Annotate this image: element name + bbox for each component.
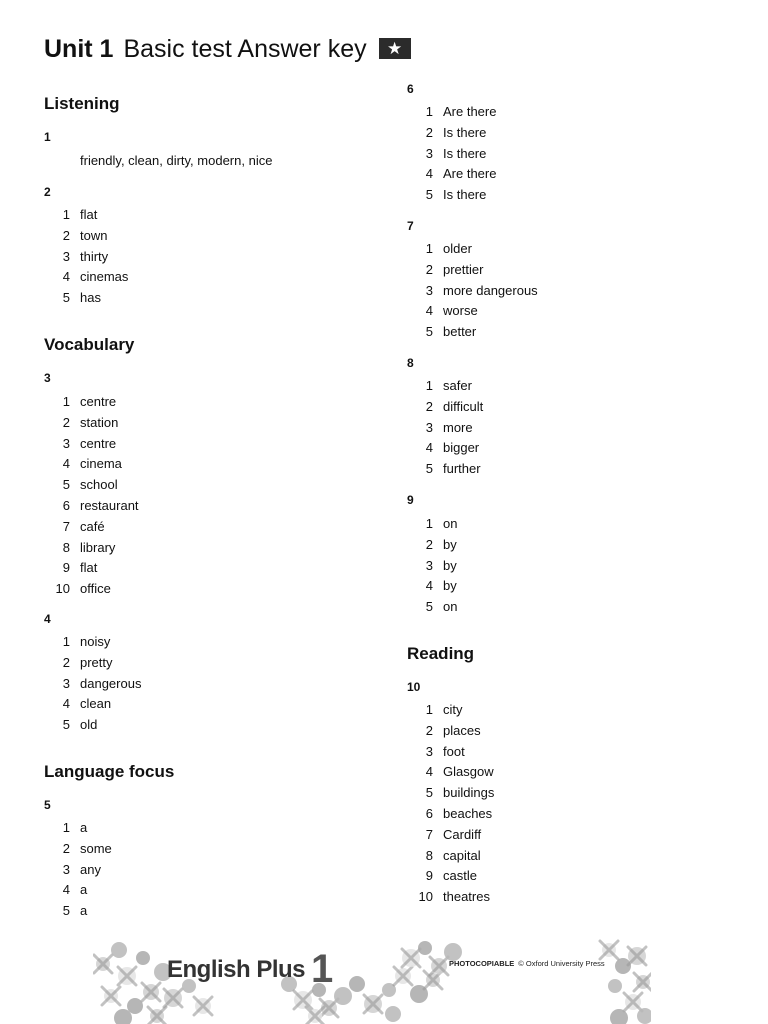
answer-item <box>407 283 737 299</box>
answer-text: café <box>80 518 105 534</box>
answer-text: centre <box>80 435 117 451</box>
answer-number: 1 <box>62 207 70 222</box>
answer-number: 5 <box>62 477 70 493</box>
answer-text: Are there <box>443 166 497 182</box>
answer-number: 2 <box>62 840 70 856</box>
answer-number: 1 <box>425 378 433 393</box>
answer-text: castle <box>443 868 477 884</box>
answer-text: thirty <box>80 248 109 264</box>
answer-item <box>44 498 374 514</box>
answer-number: 5 <box>425 785 433 801</box>
answer-text: Is there <box>443 145 487 161</box>
answer-item <box>407 516 737 532</box>
answer-item <box>407 889 737 905</box>
answer-text: theatres <box>443 889 490 905</box>
answer-number: 8 <box>62 539 70 555</box>
answer-item <box>44 290 374 306</box>
answer-text: a <box>80 882 88 898</box>
answer-item <box>44 477 374 493</box>
question-number: 10 <box>407 680 421 694</box>
answer-text: Is there <box>443 124 487 140</box>
answer-item <box>407 303 737 319</box>
answer-number: 3 <box>425 145 433 161</box>
answer-text: cinema <box>80 456 122 472</box>
answer-item <box>44 560 374 576</box>
answer-item <box>407 440 737 456</box>
answer-text: some <box>80 840 112 856</box>
answer-item <box>407 187 737 203</box>
footer-banner <box>93 936 651 1024</box>
answer-text: by <box>443 557 457 573</box>
answer-text: more dangerous <box>443 282 538 298</box>
answer-number: 9 <box>62 560 70 576</box>
answer-text: noisy <box>80 634 111 649</box>
answer-number: 4 <box>425 578 433 594</box>
answer-text: older <box>443 241 472 256</box>
answer-item <box>407 420 737 436</box>
answer-item <box>407 399 737 415</box>
answer-item <box>44 415 374 431</box>
answer-item <box>44 581 374 597</box>
answer-item <box>407 806 737 822</box>
answer-text: any <box>80 861 101 877</box>
photocopiable-label: PHOTOCOPIABLE <box>449 959 515 968</box>
answer-number: 5 <box>62 903 70 919</box>
answer-text: further <box>443 461 481 477</box>
answer-item <box>44 882 374 898</box>
answer-text: office <box>80 581 111 597</box>
question-number: 5 <box>44 798 51 812</box>
answer-number: 1 <box>425 702 433 717</box>
answer-item <box>407 558 737 574</box>
answer-item <box>407 324 737 340</box>
answer-item <box>44 696 374 712</box>
section-language-focus: Language focus <box>44 762 175 781</box>
answer-text: foot <box>443 743 465 759</box>
answer-number: 2 <box>62 654 70 670</box>
answer-text: worse <box>443 303 478 319</box>
answer-number: 6 <box>425 806 433 821</box>
answer-text: bigger <box>443 440 480 456</box>
question-number: 2 <box>44 185 51 199</box>
answer-number: 5 <box>62 717 70 733</box>
answer-text: cinemas <box>80 269 129 285</box>
answer-item <box>44 717 374 733</box>
answer-number: 3 <box>62 675 70 691</box>
answer-number: 7 <box>425 826 433 842</box>
answer-number: 4 <box>425 166 433 182</box>
section-vocabulary: Vocabulary <box>44 335 135 354</box>
answer-text: a <box>80 903 88 919</box>
title-unit: Unit 1 <box>44 35 114 63</box>
answer-number: 1 <box>425 241 433 256</box>
question-number: 3 <box>44 371 51 385</box>
answer-number: 3 <box>62 861 70 877</box>
answer-item <box>44 634 374 650</box>
answer-number: 5 <box>62 290 70 306</box>
answer-item <box>407 702 737 718</box>
answer-text: has <box>80 290 101 306</box>
answer-number: 1 <box>62 820 70 835</box>
answer-item <box>407 125 737 141</box>
answer-number: 1 <box>62 634 70 649</box>
answer-number: 4 <box>62 882 70 898</box>
answer-number: 5 <box>425 187 433 203</box>
answer-item <box>407 578 737 594</box>
section-reading: Reading <box>407 644 475 663</box>
answer-item <box>407 848 737 864</box>
answer-text: difficult <box>443 398 484 414</box>
answer-item <box>407 537 737 553</box>
answer-item <box>44 269 374 285</box>
answer-number: 4 <box>425 303 433 319</box>
answer-text: Are there <box>443 104 497 119</box>
question-number: 1 <box>44 130 51 144</box>
question-number: 6 <box>407 82 414 96</box>
answer-number: 5 <box>425 461 433 477</box>
answer-text: by <box>443 536 457 552</box>
answer-item <box>407 146 737 162</box>
answer-text: old <box>80 717 98 733</box>
answer-text: on <box>443 516 458 531</box>
answer-item <box>44 207 374 223</box>
answer-item <box>407 785 737 801</box>
answer-text: Cardiff <box>443 826 482 842</box>
answer-text: buildings <box>443 785 495 801</box>
answer-number: 3 <box>62 248 70 264</box>
page-title <box>44 32 411 66</box>
answer-item <box>44 540 374 556</box>
answer-item <box>44 456 374 472</box>
answer-text: flat <box>80 207 98 222</box>
answer-number: 3 <box>425 557 433 573</box>
answer-text: prettier <box>443 261 484 277</box>
answer-text: Glasgow <box>443 764 494 780</box>
answer-number: 4 <box>62 269 70 285</box>
answer-number: 5 <box>425 324 433 340</box>
answer-item <box>407 104 737 120</box>
answer-text: Is there <box>443 187 487 203</box>
answer-text: pretty <box>80 654 113 670</box>
answer-number: 4 <box>425 440 433 456</box>
brand-level: 1 <box>311 947 334 991</box>
answer-item <box>44 820 374 836</box>
answer-item <box>407 764 737 780</box>
answer-number: 5 <box>425 599 433 615</box>
answer-item <box>407 599 737 615</box>
answer-number: 3 <box>62 435 70 451</box>
answer-number: 10 <box>418 889 433 905</box>
answer-item <box>407 262 737 278</box>
answer-number: 9 <box>425 868 433 884</box>
answer-number: 1 <box>425 516 433 531</box>
answer-text: flat <box>80 560 98 576</box>
answer-text: by <box>443 578 457 594</box>
answer-text: city <box>443 702 463 717</box>
answer-number: 2 <box>62 227 70 243</box>
answer-number: 4 <box>425 764 433 780</box>
answer-number: 3 <box>425 419 433 435</box>
answer-text: restaurant <box>80 498 139 513</box>
answer-text: school <box>80 477 118 493</box>
answer-text: dangerous <box>80 675 142 691</box>
answer-number: 3 <box>425 743 433 759</box>
answer-number: 4 <box>62 696 70 712</box>
question-number: 7 <box>407 219 414 233</box>
answer-item <box>407 744 737 760</box>
brand-logo: English Plus <box>167 956 306 983</box>
question-number: 9 <box>407 493 414 507</box>
answer-text: town <box>80 227 108 243</box>
answer-text: safer <box>443 378 472 393</box>
answer-text: clean <box>80 696 112 712</box>
answer-number: 2 <box>425 261 433 277</box>
answer-text: library <box>80 539 116 555</box>
answer-number: 4 <box>62 456 70 472</box>
answer-text: more <box>443 419 473 435</box>
answer-item <box>407 378 737 394</box>
answer-number: 2 <box>62 414 70 430</box>
answer-number: 2 <box>425 124 433 140</box>
answer-text: better <box>443 324 477 340</box>
answer-number: 1 <box>62 394 70 409</box>
answer-item <box>44 862 374 878</box>
answer-number: 3 <box>425 282 433 298</box>
answer-item <box>407 461 737 477</box>
answer-item <box>44 436 374 452</box>
answer-number: 10 <box>55 581 70 597</box>
answer-number: 8 <box>425 847 433 863</box>
answer-item <box>44 655 374 671</box>
answer-item <box>44 841 374 857</box>
answer-item <box>407 241 737 257</box>
answer-number: 6 <box>62 498 70 513</box>
section-listening: Listening <box>44 94 120 113</box>
answer-text: station <box>80 414 119 430</box>
answer-text: beaches <box>443 806 493 821</box>
star-level-icon: ★ <box>379 38 411 59</box>
answer-item <box>44 394 374 410</box>
answer-item <box>44 249 374 265</box>
answer-text: on <box>443 599 458 615</box>
answer-text: capital <box>443 847 481 863</box>
answer-text: places <box>443 722 481 738</box>
answer-item <box>407 723 737 739</box>
answer-number: 1 <box>425 104 433 119</box>
question-number: 8 <box>407 356 414 370</box>
answer-item <box>407 166 737 182</box>
answer-text: a <box>80 820 88 835</box>
answer-number: 2 <box>425 722 433 738</box>
answer-number: 7 <box>62 518 70 534</box>
answer-number: 2 <box>425 398 433 414</box>
copyright-notice <box>449 959 605 969</box>
answer-item <box>44 676 374 692</box>
answer-item <box>44 519 374 535</box>
answer-item <box>44 228 374 244</box>
question-number: 4 <box>44 612 51 626</box>
title-text: Basic test Answer key <box>123 35 367 63</box>
answer-number: 2 <box>425 536 433 552</box>
answer-text: centre <box>80 394 117 409</box>
answer-item <box>44 903 374 919</box>
answer-text: friendly, clean, dirty, modern, nice <box>80 153 273 168</box>
copyright-text: © Oxford University Press <box>518 959 605 968</box>
answer-item <box>407 868 737 884</box>
answer-item <box>407 827 737 843</box>
